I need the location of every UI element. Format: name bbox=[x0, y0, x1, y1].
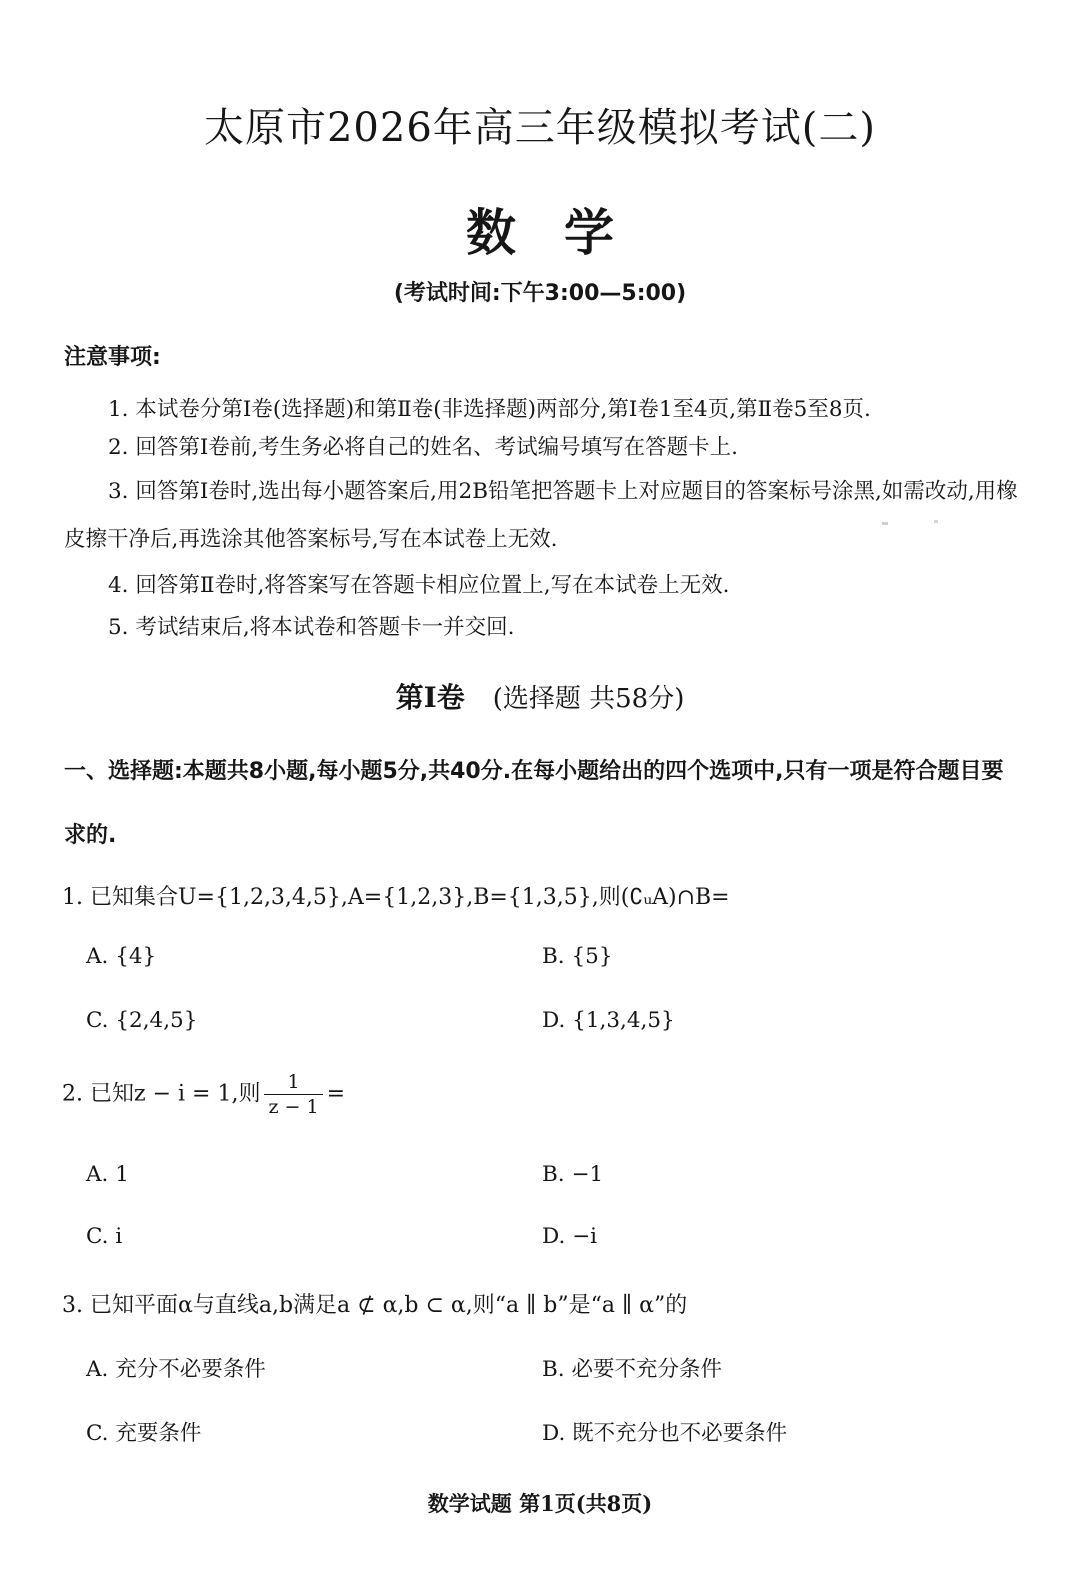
subject-title: 数学 bbox=[466, 203, 662, 262]
question-3-stem: 3. 已知平面α与直线a,b满足a ⊄ α,b ⊂ α,则“a ∥ b”是“a ∥ α”的 bbox=[62, 1293, 688, 1318]
question-3-option-c: C. 充要条件 bbox=[86, 1421, 202, 1446]
section-name: 第Ⅰ卷 bbox=[395, 681, 465, 714]
note-item: 4. 回答第Ⅱ卷时,将答案写在答题卡相应位置上,写在本试卷上无效. bbox=[108, 573, 730, 598]
note-item: 5. 考试结束后,将本试卷和答题卡一并交回. bbox=[108, 615, 515, 640]
question-1-option-c: C. {2,4,5} bbox=[86, 1008, 198, 1033]
section-desc: (选择题 共58分) bbox=[492, 684, 685, 714]
note-item: 1. 本试卷分第Ⅰ卷(选择题)和第Ⅱ卷(非选择题)两部分,第Ⅰ卷1至4页,第Ⅱ卷5至8页. bbox=[108, 397, 871, 422]
question-2-option-c: C. i bbox=[86, 1224, 123, 1249]
question-2-fraction bbox=[264, 1070, 322, 1119]
note-item: 3. 回答第Ⅰ卷时,选出每小题答案后,用2B铅笔把答题卡上对应题目的答案标号涂黑,如需改动,用橡皮擦干净后,再选涂其他答案标号,写在本试卷上无效. bbox=[64, 479, 1018, 552]
section-instruction: 一、选择题:本题共8小题,每小题5分,共40分.在每小题给出的四个选项中,只有一项是符合题目要求的. bbox=[64, 759, 1004, 848]
question-2-option-a: A. 1 bbox=[86, 1162, 129, 1187]
note-item: 2. 回答第Ⅰ卷前,考生务必将自己的姓名、考试编号填写在答题卡上. bbox=[108, 435, 739, 460]
question-2-option-d: D. −i bbox=[542, 1224, 598, 1249]
question-3-option-d: D. 既不充分也不必要条件 bbox=[542, 1421, 788, 1446]
fraction-numerator: 1 bbox=[264, 1070, 322, 1095]
question-2-stem-text: 2. 已知z − i = 1,则 bbox=[62, 1081, 261, 1107]
fraction-denominator: z − 1 bbox=[268, 1096, 319, 1118]
question-1-stem: 1. 已知集合U={1,2,3,4,5},A={1,2,3},B={1,3,5},则(∁ᵤA)∩B= bbox=[62, 885, 730, 910]
question-2-stem bbox=[62, 1070, 345, 1119]
question-2-option-b: B. −1 bbox=[542, 1162, 604, 1187]
question-1-option-a: A. {4} bbox=[86, 944, 157, 969]
page-footer: 数学试题 第1页(共8页) bbox=[427, 1491, 653, 1516]
question-3-option-b: B. 必要不充分条件 bbox=[542, 1357, 722, 1382]
question-1-option-d: D. {1,3,4,5} bbox=[542, 1008, 675, 1033]
question-3-option-a: A. 充分不必要条件 bbox=[86, 1357, 266, 1382]
question-2-equals: = bbox=[326, 1081, 345, 1107]
section-heading bbox=[0, 676, 1080, 716]
notes-heading: 注意事项: bbox=[64, 345, 161, 370]
exam-time: (考试时间:下午3:00—5:00) bbox=[393, 281, 687, 306]
exam-title: 太原市2026年高三年级模拟考试(二) bbox=[203, 105, 876, 151]
scan-speck bbox=[934, 520, 938, 523]
scan-speck bbox=[882, 522, 888, 525]
question-1-option-b: B. {5} bbox=[542, 944, 613, 969]
